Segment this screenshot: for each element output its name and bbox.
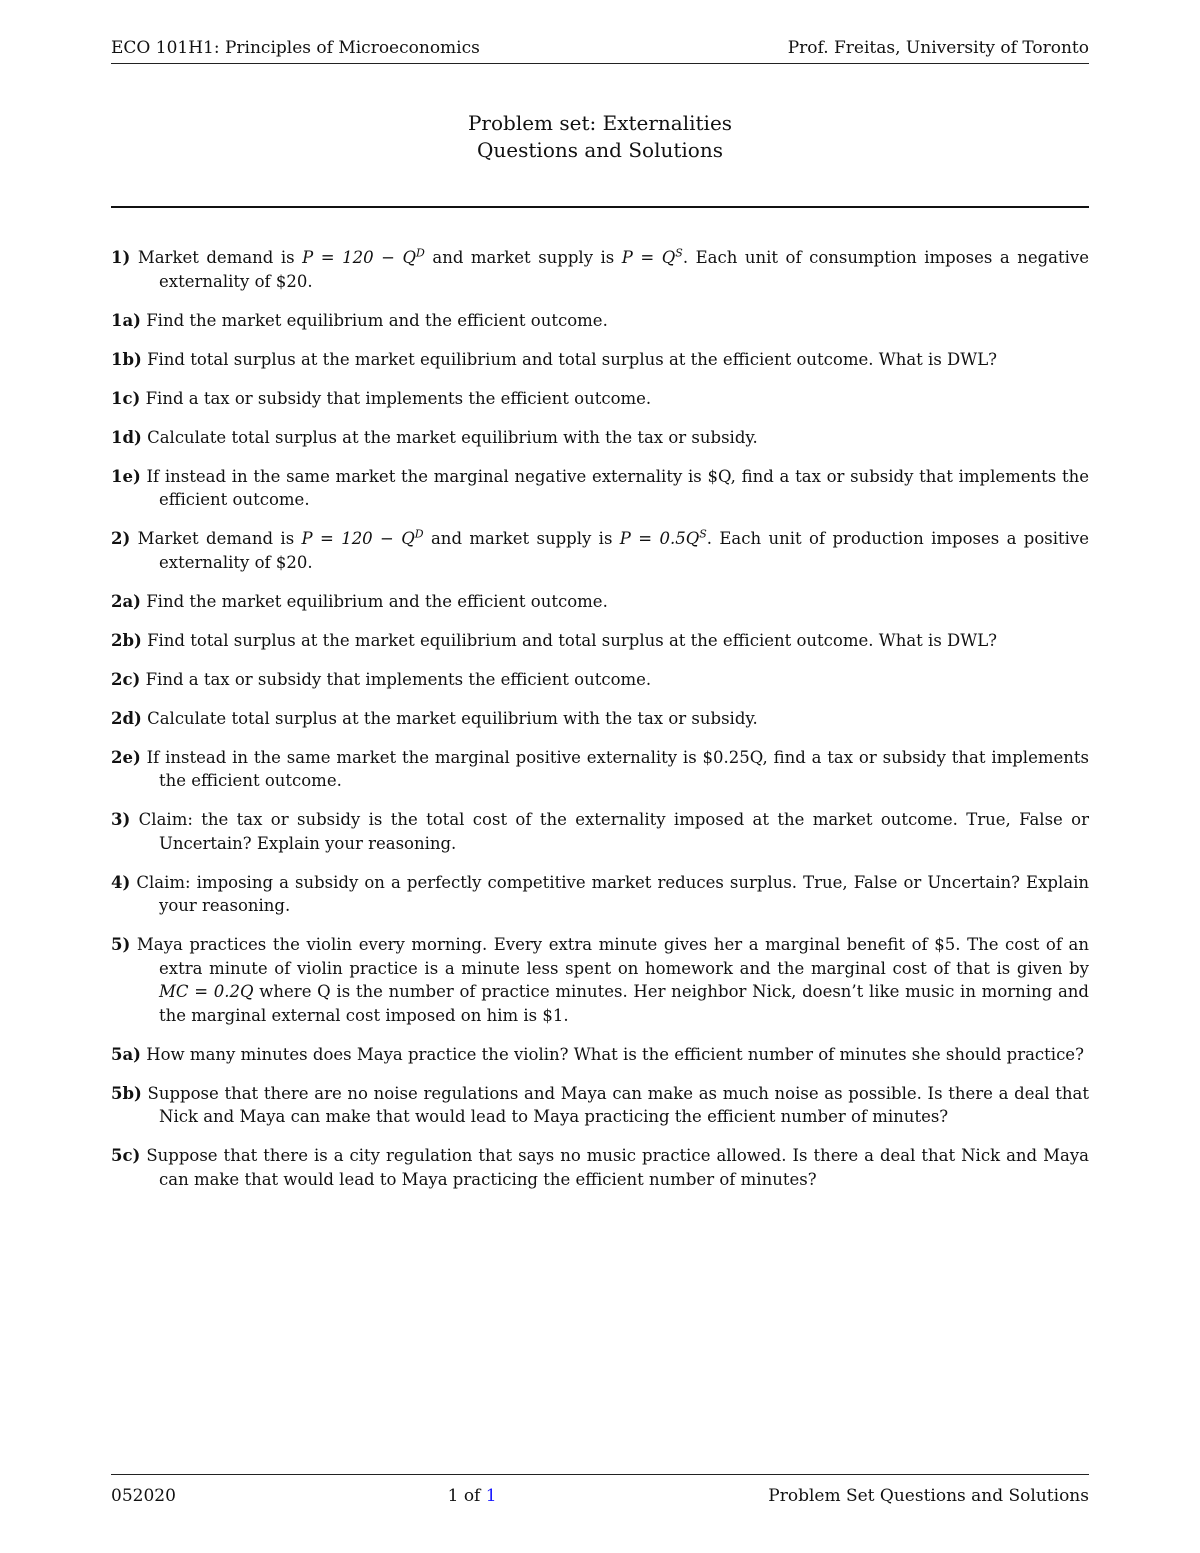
course-title: ECO 101H1: Principles of Microeconomics [111,38,480,58]
question-label: 1b) [111,349,142,369]
title-line-2: Questions and Solutions [477,138,723,162]
document-title [111,110,1089,164]
question-label: 2d) [111,708,142,728]
question-2c: 2c) Find a tax or subsidy that implements the efficient outcome. [111,669,652,689]
question-1c: 1c) Find a tax or subsidy that implements the efficient outcome. [111,388,652,408]
instructor-info: Prof. Freitas, University of Toronto [787,38,1089,58]
marginal-cost-equation: MC = 0.2Q [159,982,254,1001]
question-5: 5) Maya practices the violin every morning. Every extra minute gives her a marginal benefit of $5. The cost of an extra minute of violin practice is a minute less spent on homework and the marginal cost of that is given by MC = 0.2Q where Q is the number of practice minutes. Her neighbor Nick, doesn’t like music in morning and the marginal external cost imposed on him is $1. [111,935,1089,1025]
question-2b: 2b) Find total surplus at the market equilibrium and total surplus at the efficient outcome. What is DWL? [111,630,998,650]
question-2d: 2d) Calculate total surplus at the market equilibrium with the tax or subsidy. [111,708,758,728]
question-label: 5a) [111,1044,141,1064]
question-label: 1) [111,248,131,267]
title-divider [111,206,1089,208]
question-1b: 1b) Find total surplus at the market equilibrium and total surplus at the efficient outcome. What is DWL? [111,349,998,369]
supply-equation: P = Q [621,248,676,267]
question-label: 5b) [111,1083,142,1103]
page-number: 1 of 1 [447,1486,497,1506]
question-1a: 1a) Find the market equilibrium and the efficient outcome. [111,310,608,330]
question-label: 3) [111,810,131,829]
question-2e: 2e) If instead in the same market the marginal positive externality is $0.25Q, find a tax or subsidy that implements the efficient outcome. [111,747,1089,790]
question-label: 2c) [111,669,141,689]
question-label: 2b) [111,630,142,650]
title-line-1: Problem set: Externalities [467,111,733,135]
questions-list [111,246,1089,1207]
question-label: 1c) [111,388,141,408]
question-1: 1) Market demand is $P = 120 - Q^D$ and market supply is $P = Q^S$. Each unit of consumption imposes a negative externality of $20. [111,246,1089,291]
footer-date: 052020 [111,1486,176,1506]
question-label: 1a) [111,310,141,330]
question-label: 5c) [111,1146,141,1165]
question-2a: 2a) Find the market equilibrium and the efficient outcome. [111,591,608,611]
question-5a: 5a) How many minutes does Maya practice the violin? What is the efficient number of minutes she should practice? [111,1044,1084,1064]
question-5b: 5b) Suppose that there are no noise regulations and Maya can make as much noise as possible. Is there a deal that Nick and Maya can make that would lead to Maya practicing the efficient number of minutes? [111,1083,1089,1126]
supply-equation: P = 0.5Q [619,529,700,548]
total-pages-link[interactable]: 1 [485,1486,497,1506]
question-4: 4) Claim: imposing a subsidy on a perfectly competitive market reduces surplus. True, False or Uncertain? Explain your reasoning. [111,872,1089,915]
question-3: 3) Claim: the tax or subsidy is the total cost of the externality imposed at the market outcome. True, False or Uncertain? Explain your reasoning. [111,810,1089,853]
page-header [111,37,1089,64]
question-2: 2) Market demand is $P = 120 - Q^D$ and market supply is $P = 0.5Q^S$. Each unit of production imposes a positive externality of $20. [111,527,1090,572]
question-label: 5) [111,935,131,954]
page-footer [111,1474,1089,1507]
question-label: 4) [111,872,131,892]
question-1e: 1e) If instead in the same market the marginal negative externality is $Q, find a tax or subsidy that implements the efficient outcome. [111,466,1089,509]
demand-equation: P = 120 − Q [302,248,417,267]
question-label: 2) [111,529,131,548]
question-label: 2a) [111,591,141,611]
question-5c: 5c) Suppose that there is a city regulation that says no music practice allowed. Is there a deal that Nick and Maya can make that would lead to Maya practicing the efficient number of minutes? [111,1146,1089,1189]
question-label: 1d) [111,427,142,447]
question-label: 2e) [111,747,141,767]
question-label: 1e) [111,466,141,486]
question-1d: 1d) Calculate total surplus at the market equilibrium with the tax or subsidy. [111,427,758,447]
demand-equation: P = 120 − Q [301,529,415,548]
footer-doc-title: Problem Set Questions and Solutions [768,1486,1089,1506]
